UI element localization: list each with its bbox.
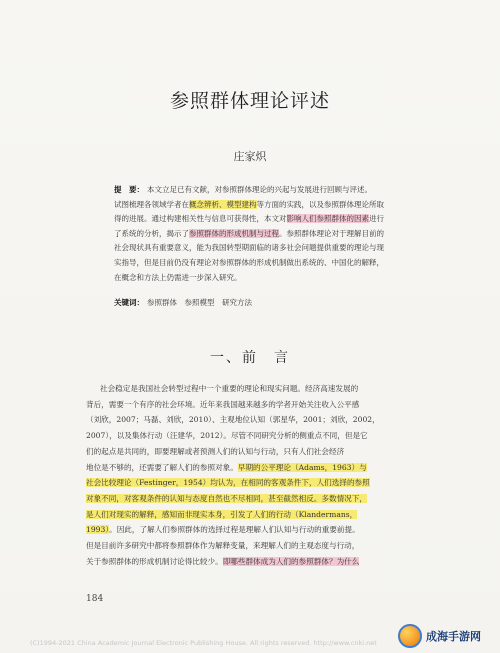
highlighted-text: 对象不同，对客观条件的认知与态度自然也不尽相同，甚至截然相反。多数情况下， (86, 493, 367, 503)
text-run: 进行 (369, 214, 384, 224)
body-line (86, 428, 418, 444)
body-line (86, 444, 418, 460)
body-line (86, 554, 418, 570)
body-line (86, 381, 418, 397)
text-run: 了系统的分析，揭示了 (114, 228, 189, 238)
body-line (86, 522, 418, 538)
text-run: 。参照群体理论对于理解目前的 (279, 228, 384, 238)
body-line (86, 507, 418, 523)
abstract-line (114, 198, 414, 213)
highlighted-text: 是人们对现实的解释，感知而非现实本身，引发了人们的行动（Klandermans， (86, 509, 358, 519)
highlighted-text: 1993） (86, 525, 110, 535)
highlighted-text: 参照群体的形成机制与过程 (189, 228, 279, 238)
text-run: （刘欣，2007；马磊、刘欣，2010）、主观地位认知（郭星华，2001；刘欣，2002， (86, 415, 380, 425)
body-text (86, 381, 418, 569)
keywords-label: 关键词： (114, 298, 144, 307)
game-logo-icon (398, 624, 422, 648)
abstract-line (114, 271, 414, 286)
text-run: 但是目前许多研究中都将参照群体作为解释变量，来理解人们的主观态度与行动， (86, 541, 360, 551)
author-name: 庄家炽 (233, 150, 267, 163)
highlighted-text: 即哪些群体成为人们的参照群体？为什么 (222, 556, 360, 566)
text-run: 地位是不够的，还需要了解人们的参照对象。 (86, 462, 238, 472)
abstract-line (114, 256, 414, 271)
body-line (86, 397, 418, 413)
watermark-text: 成海手游网 (426, 630, 481, 643)
paper-title: 参照群体理论评述 (169, 90, 330, 112)
section-heading: 一、前 言 (210, 350, 290, 366)
text-run: 本文立足已有文献，对参照群体理论的兴起与发展进行回顾与评述。 (147, 185, 372, 194)
text-run: 实指导，但是目前仍没有理论对参照群体的形成机制做出系统的、中国化的解释， (114, 257, 384, 267)
text-run: 社会稳定是我国社会转型过程中一个重要的理论和现实问题。经济高速发展的 (100, 384, 359, 393)
text-run: 试图梳理各领域学者在 (114, 199, 189, 209)
body-line (86, 412, 418, 428)
body-line (86, 491, 418, 507)
highlighted-text: 概念辨析、模型建构 (189, 199, 257, 209)
highlighted-text: 影响人们参照群体的因素 (286, 214, 369, 224)
text-run: 2007），以及集体行动（汪建华，2012）。尽管不同研究分析的侧重点不同，但是它 (86, 431, 368, 441)
body-line (86, 538, 418, 554)
highlighted-text: 社会比较理论（Festinger，1954）均认为，在相同的客观条件下，人们选择的参照 (86, 478, 370, 488)
text-run: 背后，需要一个有序的社会环境。近年来我国越来越多的学者开始关注收入公平感 (86, 399, 360, 409)
keywords (114, 297, 414, 308)
text-run: 关于参照群体的形成机制讨论得比较少。 (86, 556, 223, 566)
abstract (114, 183, 414, 285)
body-line (86, 460, 418, 476)
watermark (398, 622, 496, 650)
abstract-line (114, 212, 414, 227)
abstract-line (114, 227, 414, 242)
keywords-text: 参照群体 参照模型 研究方法 (147, 298, 252, 307)
body-line (86, 475, 418, 491)
abstract-line (114, 183, 414, 198)
text-run: 等方面的实践，以及参照群体理论所取 (256, 199, 384, 209)
text-run: 。因此，了解人们参照群体的选择过程是理解人们认知与行动的重要前提。 (109, 525, 360, 535)
abstract-label: 提 要： (114, 185, 144, 194)
text-run: 得的进展。通过构建相关性与信息可获得性，本文对 (114, 214, 287, 224)
abstract-line (114, 241, 414, 256)
text-run: 社会现状具有重要意义，能为我国转型期面临的诸多社会问题提供重要的理论与现 (114, 243, 384, 253)
copyright-footer: (C)1994-2021 China Academic Journal Electronic Publishing House. All rights reserved. http://www.cnki.net (30, 639, 377, 647)
highlighted-text: 早期的公平理论（Adams，1963）与 (237, 462, 367, 472)
text-run: 们的起点是共同的，即要理解或者预测人们的认知与行动，只有人们社会经济 (86, 446, 345, 456)
text-run: 在概念和方法上仍需进一步深入研究。 (114, 272, 242, 282)
page-number: 184 (86, 594, 104, 604)
